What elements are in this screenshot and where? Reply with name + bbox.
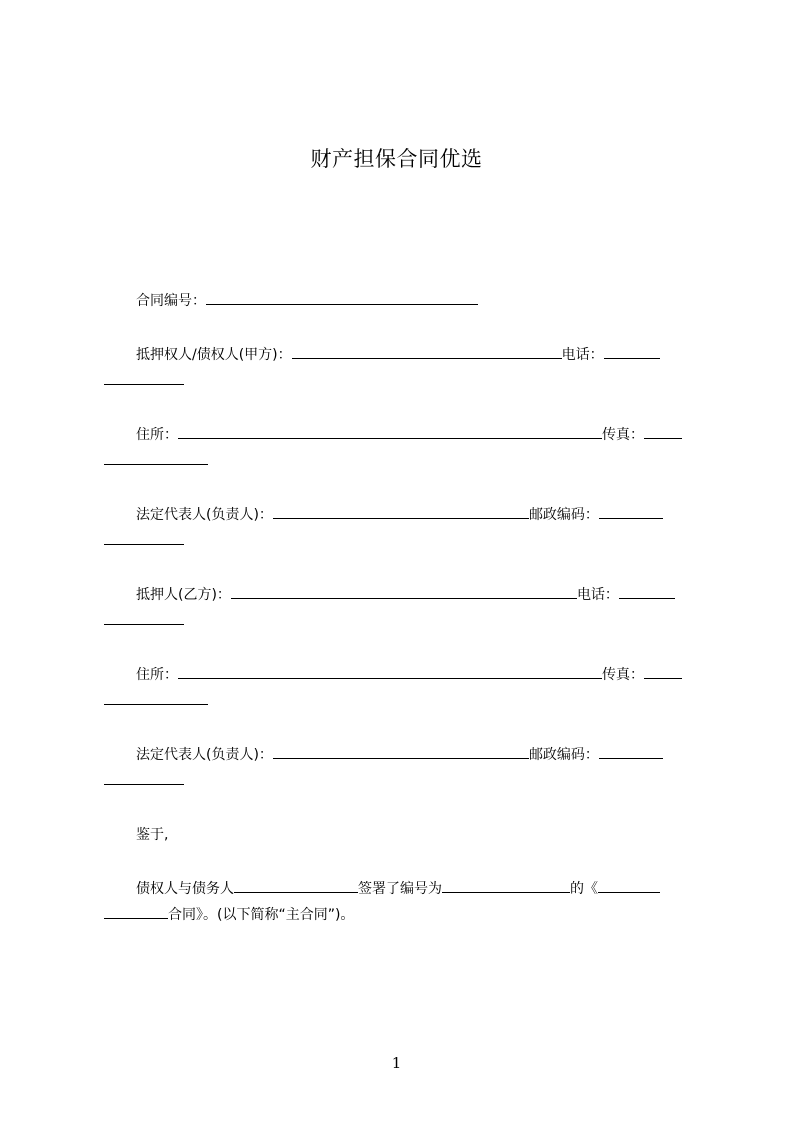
contract-number-line (104, 289, 701, 313)
creditor-legal-rep-blank[interactable] (273, 504, 529, 519)
debtor-blank[interactable] (234, 878, 358, 893)
mortgagor-phone-label: 电话： (576, 587, 619, 603)
recital-part1: 债权人与债务人 (136, 881, 234, 897)
whereas-text: 鉴于, (136, 827, 169, 843)
mortgagor-postcode-blank-cont[interactable] (104, 770, 184, 785)
creditor-legal-rep-line (104, 503, 733, 527)
mortgagor-fax-blank[interactable] (644, 664, 682, 679)
creditor-fax-label: 传真： (602, 427, 644, 443)
creditor-address-blank[interactable] (178, 424, 602, 439)
contract-ref-blank[interactable] (442, 878, 570, 893)
creditor-postcode-label: 邮政编码： (528, 507, 599, 523)
mortgagor-address-line (104, 663, 733, 687)
mortgagor-legal-rep-label: 法定代表人(负责人)： (136, 747, 273, 763)
mortgagor-address-label: 住所： (136, 667, 178, 683)
creditor-address-line (104, 423, 733, 447)
creditor-postcode-continuation (104, 529, 701, 553)
mortgagor-fax-label: 传真： (602, 667, 644, 683)
recital-continuation (104, 903, 701, 927)
contract-number-blank[interactable] (206, 290, 478, 305)
recital-part2: 签署了编号为 (358, 881, 442, 897)
mortgagor-address-blank[interactable] (178, 664, 602, 679)
recital-part4: 合同》。(以下简称“主合同”)。 (168, 907, 355, 923)
creditor-blank[interactable] (292, 344, 562, 359)
creditor-label: 抵押权人/债权人(甲方)： (136, 347, 292, 363)
contract-number-label: 合同编号： (136, 293, 206, 309)
creditor-fax-continuation (104, 449, 701, 473)
creditor-address-label: 住所： (136, 427, 178, 443)
document-title: 财产担保合同优选 (310, 147, 483, 171)
creditor-phone-blank-cont[interactable] (104, 370, 184, 385)
mortgagor-label: 抵押人(乙方)： (136, 587, 231, 603)
creditor-phone-label: 电话： (561, 347, 604, 363)
creditor-fax-blank[interactable] (644, 424, 682, 439)
recital-line (104, 877, 733, 901)
creditor-phone-blank[interactable] (604, 344, 660, 359)
creditor-fax-blank-cont[interactable] (104, 450, 208, 465)
mortgagor-phone-blank[interactable] (619, 584, 675, 599)
mortgagor-legal-rep-blank[interactable] (273, 744, 529, 759)
mortgagor-postcode-blank[interactable] (599, 744, 663, 759)
mortgagor-phone-continuation (104, 609, 701, 633)
creditor-postcode-blank-cont[interactable] (104, 530, 184, 545)
creditor-legal-rep-label: 法定代表人(负责人)： (136, 507, 273, 523)
mortgagor-legal-rep-line (104, 743, 733, 767)
mortgagor-postcode-continuation (104, 769, 701, 793)
whereas-line (104, 823, 701, 847)
creditor-phone-continuation (104, 369, 701, 393)
mortgagor-fax-continuation (104, 689, 701, 713)
mortgagor-blank[interactable] (231, 584, 577, 599)
contract-name-blank[interactable] (598, 878, 660, 893)
recital-part3: 的《 (570, 881, 598, 897)
mortgagor-fax-blank-cont[interactable] (104, 690, 208, 705)
mortgagor-line (104, 583, 733, 607)
creditor-line (104, 343, 733, 367)
mortgagor-postcode-label: 邮政编码： (528, 747, 599, 763)
contract-name-blank-cont[interactable] (104, 904, 168, 919)
page-number: 1 (391, 1054, 402, 1072)
mortgagor-phone-blank-cont[interactable] (104, 610, 184, 625)
creditor-postcode-blank[interactable] (599, 504, 663, 519)
